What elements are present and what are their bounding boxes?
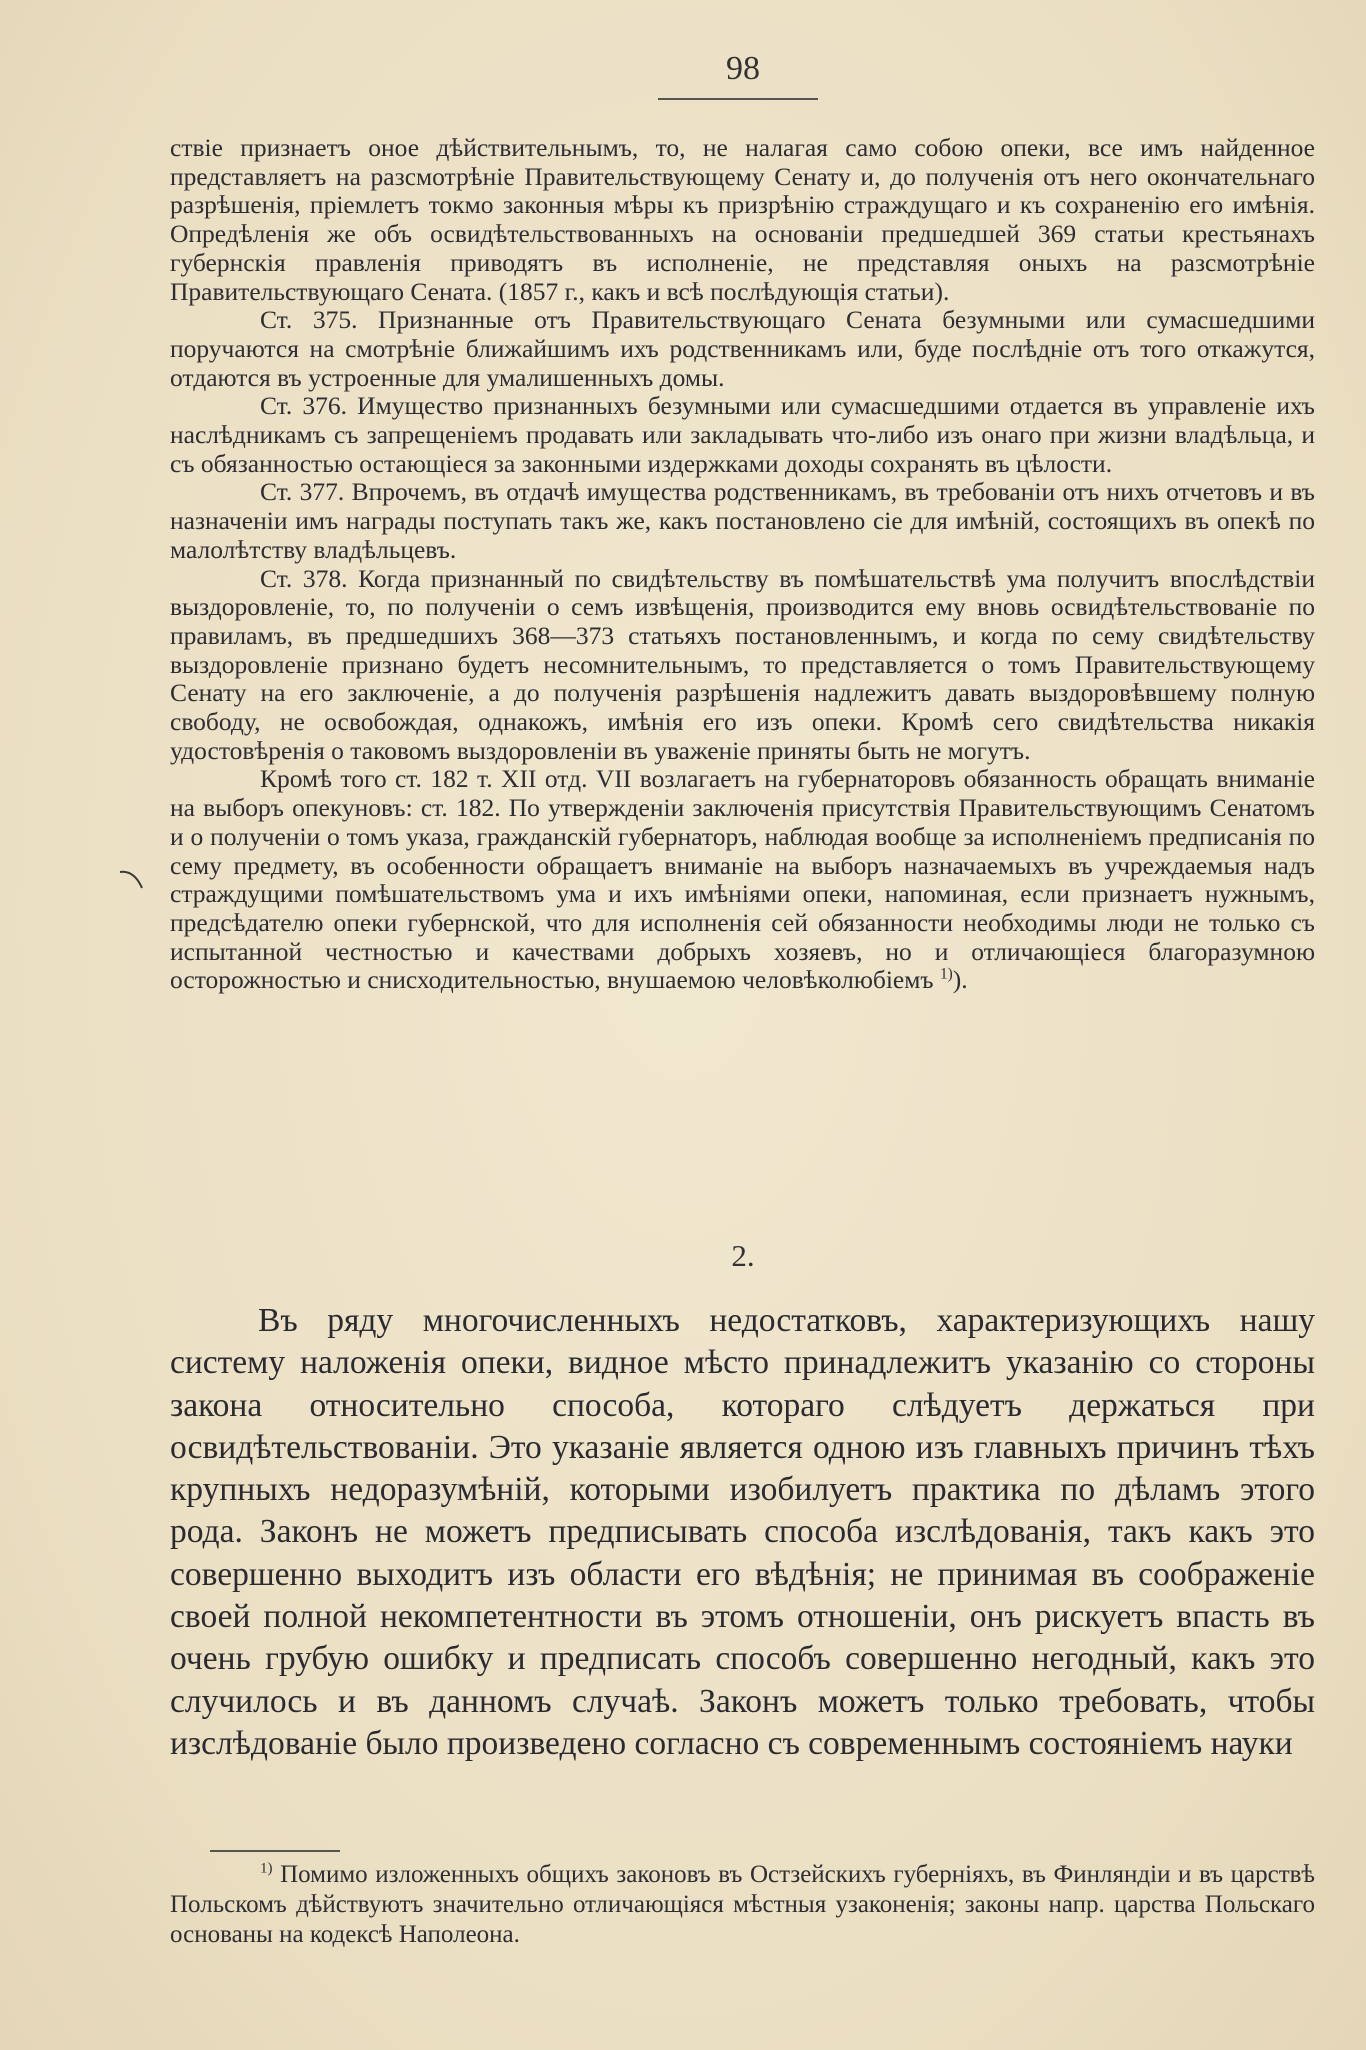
article-378: Ст. 378. Когда признанный по свидѣтельству въ помѣшательствѣ ума получитъ впослѣдствіи выздоровленіе, то, по полученіи о семъ извѣщенія, производится ему вновь освидѣтельствованіе по правиламъ, въ предшедшихъ 368—373 статьяхъ постановленнымъ, и когда по сему свидѣтельству выздоровленіе признано будетъ несомнительнымъ, то представляется о томъ Правительствующему Сенату на его заключеніе, а до полученія разрѣшенія надлежитъ давать выздоровѣвшему полную свободу, не освобождая, однакожъ, имѣнія его изъ опеки. Кромѣ сего свидѣтельства никакія удостовѣренія о таковомъ выздоровленіи въ уваженіе приняты быть не могутъ. xyxy=(170,563,1315,765)
footnote xyxy=(170,1860,1315,1950)
page-number: 98 xyxy=(726,50,760,87)
law-articles-block xyxy=(170,134,1315,995)
header-rule xyxy=(658,98,818,100)
article-376: Ст. 376. Имущество признанныхъ безумными или сумасшедшими отдается въ управленіе ихъ наслѣдникамъ съ запрещеніемъ продавать или закладывать что-либо изъ онаго при жизни владѣльца, и съ обязанностью остающіеся за законными издержками доходы сохранять въ цѣлости. xyxy=(170,391,1315,478)
main-text-block xyxy=(170,1300,1315,1765)
article-182-paragraph xyxy=(170,765,1315,995)
footnote-reference: 1) xyxy=(939,965,953,983)
closing-paren: ). xyxy=(952,965,968,995)
footnote-rule xyxy=(210,1850,340,1852)
article-375: Ст. 375. Признанные отъ Правительствующаго Сената безумными или сумасшедшими поручаются на смотрѣніе ближайшимъ ихъ родственникамъ или, буде послѣдніе отъ того откажутся, отдаются въ устроенные для умалишенныхъ домы. xyxy=(170,305,1315,392)
footnote-text: Помимо изложенныхъ общихъ законовъ въ Остзейскихъ губерніяхъ, въ Финляндіи и въ царствѣ Польскомъ дѣйствуютъ значительно отличающіяся мѣстныя узаконенія; законы напр. царства Польскаго основаны на кодексѣ Наполеона. xyxy=(170,1861,1316,1948)
footnote-marker: 1) xyxy=(260,1860,273,1877)
section-number: 2. xyxy=(731,1238,755,1273)
article-182-text: Кромѣ того ст. 182 т. XII отд. VII возлагаетъ на губернаторовъ обязанность обращать вниманіе на выборъ опекуновъ: ст. 182. По утвержденіи заключенія присутствія Правительствующимъ Сенатомъ и о полученіи о томъ указа, гражданскій губернаторъ, наблюдая вообще за исполненіемъ предписанія по сему предмету, въ особенности обращаетъ вниманіе на выборъ назначаемыхъ въ учреждаемыя надъ страждущими помѣшательствомъ ума и ихъ имѣніями опеки, напоминая, если признаетъ нужнымъ, предсѣдателю опеки губернской, что для исполненія сей обязанности необходимы люди не только съ испытанной честностью и качествами добрыхъ хозяевъ, но и отличающіеся благоразумною осторожностью и снисходительностью, внушаемою человѣколюбіемъ xyxy=(170,764,1315,995)
paragraph-continuation: ствіе признаетъ оное дѣйствительнымъ, то, не налагая само собою опеки, все имъ найденное представляетъ на разсмотрѣніе Правительствующему Сенату и, до полученія отъ него окончательнаго разрѣшенія, пріемлетъ токмо законныя мѣры къ призрѣнію страждущаго и къ сохраненію его имѣнія. Опредѣленія же объ освидѣтельствованныхъ на основаніи предшедшей 369 статьи крестьянахъ губернскія правленія приводятъ въ исполненіе, не представляя оныхъ на разсмотрѣніе Правительствующаго Сената. (1857 г., какъ и всѣ послѣдующія статьи). xyxy=(170,133,1315,306)
main-paragraph: Въ ряду многочисленныхъ недостатковъ, характеризующихъ нашу систему наложенія опеки, видное мѣсто принадлежитъ указанію со стороны закона относительно способа, котораго слѣдуетъ держаться при освидѣтельствованіи. Это указаніе является одною изъ главныхъ причинъ тѣхъ крупныхъ недоразумѣній, которыми изобилуетъ практика по дѣламъ этого рода. Законъ не можетъ предписывать способа изслѣдованія, такъ какъ это совершенно выходитъ изъ области его вѣдѣнія; не принимая въ соображеніе своей полной некомпетентности въ этомъ отношеніи, онъ рискуетъ впасть въ очень грубую ошибку и предписать способъ совершенно негодный, какъ это случилось и въ данномъ случаѣ. Законъ можетъ только требовать, чтобы изслѣдованіе было произведено согласно съ современнымъ состояніемъ науки xyxy=(170,1302,1315,1762)
article-377: Ст. 377. Впрочемъ, въ отдачѣ имущества родственникамъ, въ требованіи отъ нихъ отчетовъ и въ назначеніи имъ награды поступать такъ же, какъ постановлено сіе для имѣній, состоящихъ въ опекѣ по малолѣтству владѣльцевъ. xyxy=(170,477,1315,564)
margin-mark xyxy=(118,866,148,896)
